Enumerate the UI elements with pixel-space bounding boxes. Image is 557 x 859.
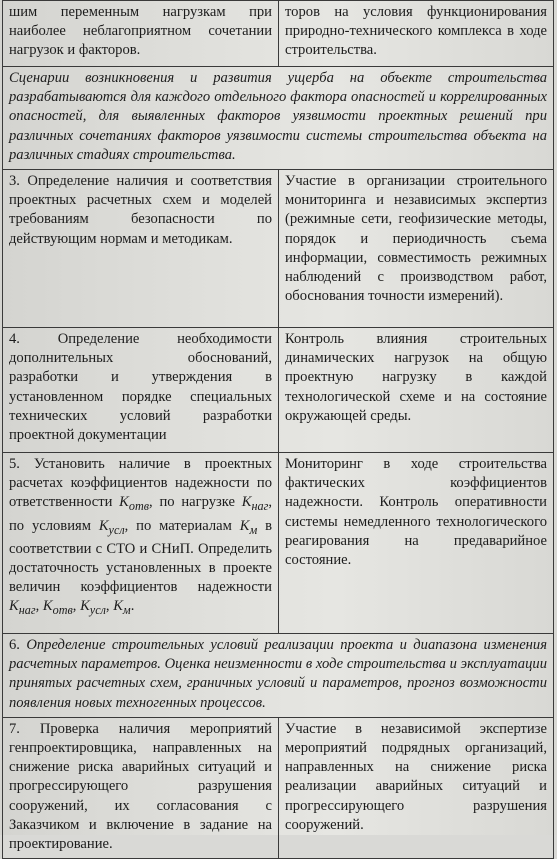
table-row bbox=[3, 717, 554, 858]
table-row bbox=[3, 634, 554, 718]
text-part: , по материалам bbox=[124, 517, 240, 534]
cell-right: Участие в независимой экспертизе мероприятий подрядных организаций, направленных на снижение риска реализации аварийных ситуаций и прогрессирующего разрушения сооружений. bbox=[279, 717, 554, 858]
item-number: 6. bbox=[9, 637, 27, 654]
coef-k: K bbox=[239, 517, 250, 534]
coef-k: K bbox=[42, 598, 53, 615]
table-row bbox=[3, 453, 554, 634]
coef-k: K bbox=[9, 598, 19, 615]
section-6 bbox=[3, 634, 554, 718]
table-row bbox=[3, 67, 554, 170]
cell-right: Участие в организации строительного мониторинга и независимых экспертиз (режимные сети, геофизические методы, порядок и периодичность съема информации, совместимость режимных наблюдений с производством работ, обоснования точности измерений). bbox=[279, 170, 554, 328]
coef-sub: м bbox=[122, 603, 131, 618]
coef-sub: отв bbox=[128, 499, 150, 514]
coef-sub: наг bbox=[18, 603, 36, 618]
coef-k: K bbox=[241, 494, 252, 511]
separator: , bbox=[72, 598, 81, 615]
text-part: . bbox=[130, 598, 135, 615]
coef-sub: усл bbox=[108, 522, 125, 537]
coef-sub: м bbox=[249, 522, 258, 537]
coef-sub: наг bbox=[251, 499, 269, 514]
table-row bbox=[3, 1, 554, 67]
coef-sub: усл bbox=[89, 603, 106, 618]
coef-k: K bbox=[98, 517, 109, 534]
coef-k: K bbox=[80, 598, 90, 615]
table-row bbox=[3, 328, 554, 453]
separator: , bbox=[105, 598, 114, 615]
separator: , bbox=[35, 598, 43, 615]
cell-right: торов на условия функционирования природно-технического комплекса в ходе строительства. bbox=[279, 1, 554, 67]
text-part: 5. Установить наличие в проектных расчетах коэффициентов надежности по ответственности bbox=[9, 456, 272, 511]
text-part: , по условиям bbox=[9, 494, 272, 534]
coef-sub: отв bbox=[52, 603, 73, 618]
cell-left: шим переменным нагрузкам при наиболее неблагоприятном сочетании нагрузок и факторов. bbox=[3, 1, 279, 67]
requirements-table bbox=[2, 0, 554, 859]
table-row bbox=[3, 170, 554, 328]
cell-left: 7. Проверка наличия мероприятий генпроектировщика, направленных на снижение риска аварийных ситуаций и прогрессирующего разрушения сооружений, их согласования с Заказчиком и включение в задание на проектирование. bbox=[3, 717, 279, 858]
cell-right: Мониторинг в ходе строительства фактических коэффициентов надежности. Контроль оперативности системы немедленного технологического реагирования на предаварийное состояние. bbox=[279, 453, 554, 634]
text-part: в соответствии с СТО и СНиП. Определить достаточность установленных в проекте величин коэффициентов надежности bbox=[9, 517, 272, 596]
section-6-text: Определение строительных условий реализации проекта и диапазона изменения расчетных параметров. Оценка неизменности в ходе строительства и эксплуатации принятых расчетных схем, граничных условий и параметров, прогноз возможности появления новых техногенных процессов. bbox=[9, 637, 547, 711]
text-part: , по нагрузке bbox=[149, 494, 242, 511]
coef-k: K bbox=[113, 598, 123, 615]
cell-left: 3. Определение наличия и соответствия проектных расчетных схем и моделей требованиям безопасности по действующим нормам и методикам. bbox=[3, 170, 279, 328]
cell-left-coefficients bbox=[3, 453, 279, 634]
scenario-note: Сценарии возникновения и развития ущерба на объекте строительства разрабатываются для каждого отдельного фактора опасностей и коррелированных опасностей, для выявленных факторов уязвимости проектных решений при различных сочетаниях факторов уязвимости системы строительства объекта на различных стадиях строительства. bbox=[3, 67, 554, 170]
cell-left: 4. Определение необходимости дополнительных обоснований, разработки и утверждения в установленном порядке специальных технических условий разработки проектной документации bbox=[3, 328, 279, 453]
coef-k: K bbox=[119, 494, 129, 511]
cell-right: Контроль влияния строительных динамических нагрузок на общую проектную нагрузку в каждой технологической схеме и на состояние окружающей среды. bbox=[279, 328, 554, 453]
